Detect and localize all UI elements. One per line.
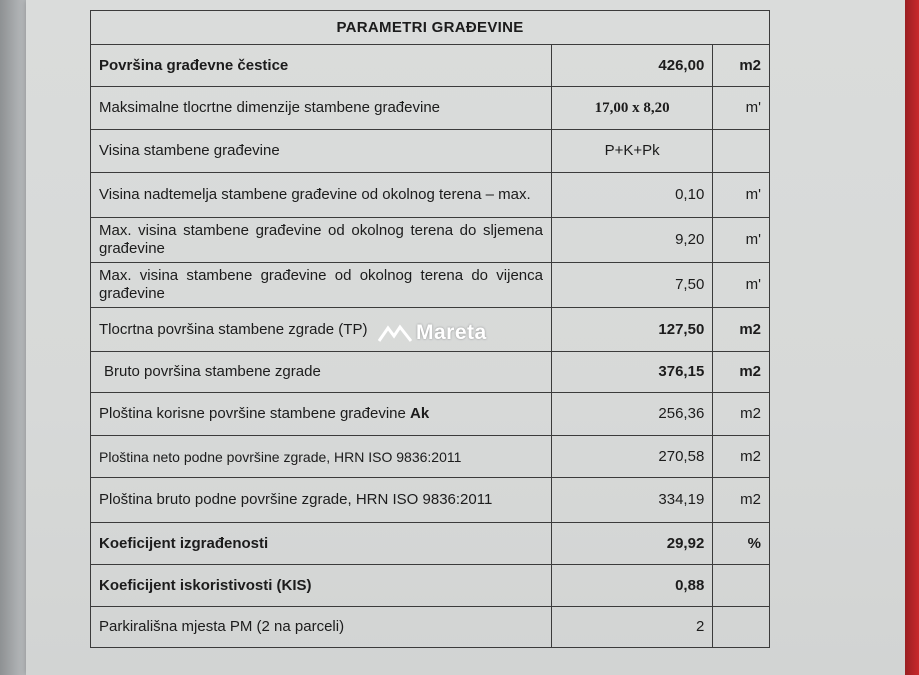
row-value: 256,36 xyxy=(552,393,713,436)
watermark xyxy=(378,321,487,345)
row-label: Koeficijent iskoristivosti (KIS) xyxy=(91,565,552,607)
row-label-suffix: Ak xyxy=(410,405,430,422)
table-row xyxy=(91,478,770,523)
row-value: 0,88 xyxy=(552,565,713,607)
row-label: Maksimalne tlocrtne dimenzije stambene građevine xyxy=(91,87,552,130)
table-row xyxy=(91,130,770,173)
row-label: Koeficijent izgrađenosti xyxy=(91,523,552,565)
red-folder-edge xyxy=(905,0,919,675)
row-value: 127,50 xyxy=(552,308,713,352)
row-unit: m2 xyxy=(713,436,770,478)
row-unit: m2 xyxy=(713,352,770,393)
row-value: 334,19 xyxy=(552,478,713,523)
row-value: 426,00 xyxy=(552,45,713,87)
row-value: 376,15 xyxy=(552,352,713,393)
row-unit: m' xyxy=(713,218,770,263)
row-unit: m2 xyxy=(713,393,770,436)
watermark-text: Mareta xyxy=(416,321,487,344)
row-unit: m2 xyxy=(713,478,770,523)
table-row xyxy=(91,87,770,130)
table-row xyxy=(91,352,770,393)
row-value: 0,10 xyxy=(552,173,713,218)
row-label: Parkirališna mjesta PM (2 na parceli) xyxy=(91,607,552,648)
row-value: 17,00 x 8,20 xyxy=(552,87,713,130)
row-value: 9,20 xyxy=(552,218,713,263)
row-unit: m2 xyxy=(713,308,770,352)
table-row xyxy=(91,436,770,478)
row-label: Ploština neto podne površine zgrade, HRN ISO 9836:2011 xyxy=(91,436,552,478)
row-value: 7,50 xyxy=(552,263,713,308)
row-label: Bruto površina stambene zgrade xyxy=(91,352,552,393)
row-unit: m' xyxy=(713,173,770,218)
row-label: Max. visina stambene građevine od okolnog terena do vijenca građevine xyxy=(91,263,552,308)
row-label: Ploština korisne površine stambene građevine xyxy=(99,405,406,422)
row-unit xyxy=(713,607,770,648)
table-row xyxy=(91,263,770,308)
row-value: P+K+Pk xyxy=(552,130,713,173)
row-label: Površina građevne čestice xyxy=(91,45,552,87)
table-header-row xyxy=(91,11,770,45)
table-row xyxy=(91,173,770,218)
table-row xyxy=(91,393,770,436)
row-label: Tlocrtna površina stambene zgrade (TP) xyxy=(91,308,552,352)
row-label: Max. visina stambene građevine od okolnog terena do sljemena građevine xyxy=(91,218,552,263)
table-row xyxy=(91,565,770,607)
table-row xyxy=(91,523,770,565)
row-value: 270,58 xyxy=(552,436,713,478)
mountain-logo-icon xyxy=(378,324,412,342)
row-value: 2 xyxy=(552,607,713,648)
row-label: Visina nadtemelja stambene građevine od okolnog terena – max. xyxy=(91,173,552,218)
row-label: Ploština bruto podne površine zgrade, HRN ISO 9836:2011 xyxy=(91,478,552,523)
table-row xyxy=(91,607,770,648)
row-unit xyxy=(713,130,770,173)
row-label: Visina stambene građevine xyxy=(91,130,552,173)
table-title: PARAMETRI GRAĐEVINE xyxy=(91,11,770,45)
row-unit: % xyxy=(713,523,770,565)
row-unit: m' xyxy=(713,263,770,308)
row-unit: m2 xyxy=(713,45,770,87)
row-label-cell xyxy=(91,393,552,436)
row-unit: m' xyxy=(713,87,770,130)
table-row xyxy=(91,218,770,263)
row-value: 29,92 xyxy=(552,523,713,565)
table-row xyxy=(91,45,770,87)
row-unit xyxy=(713,565,770,607)
